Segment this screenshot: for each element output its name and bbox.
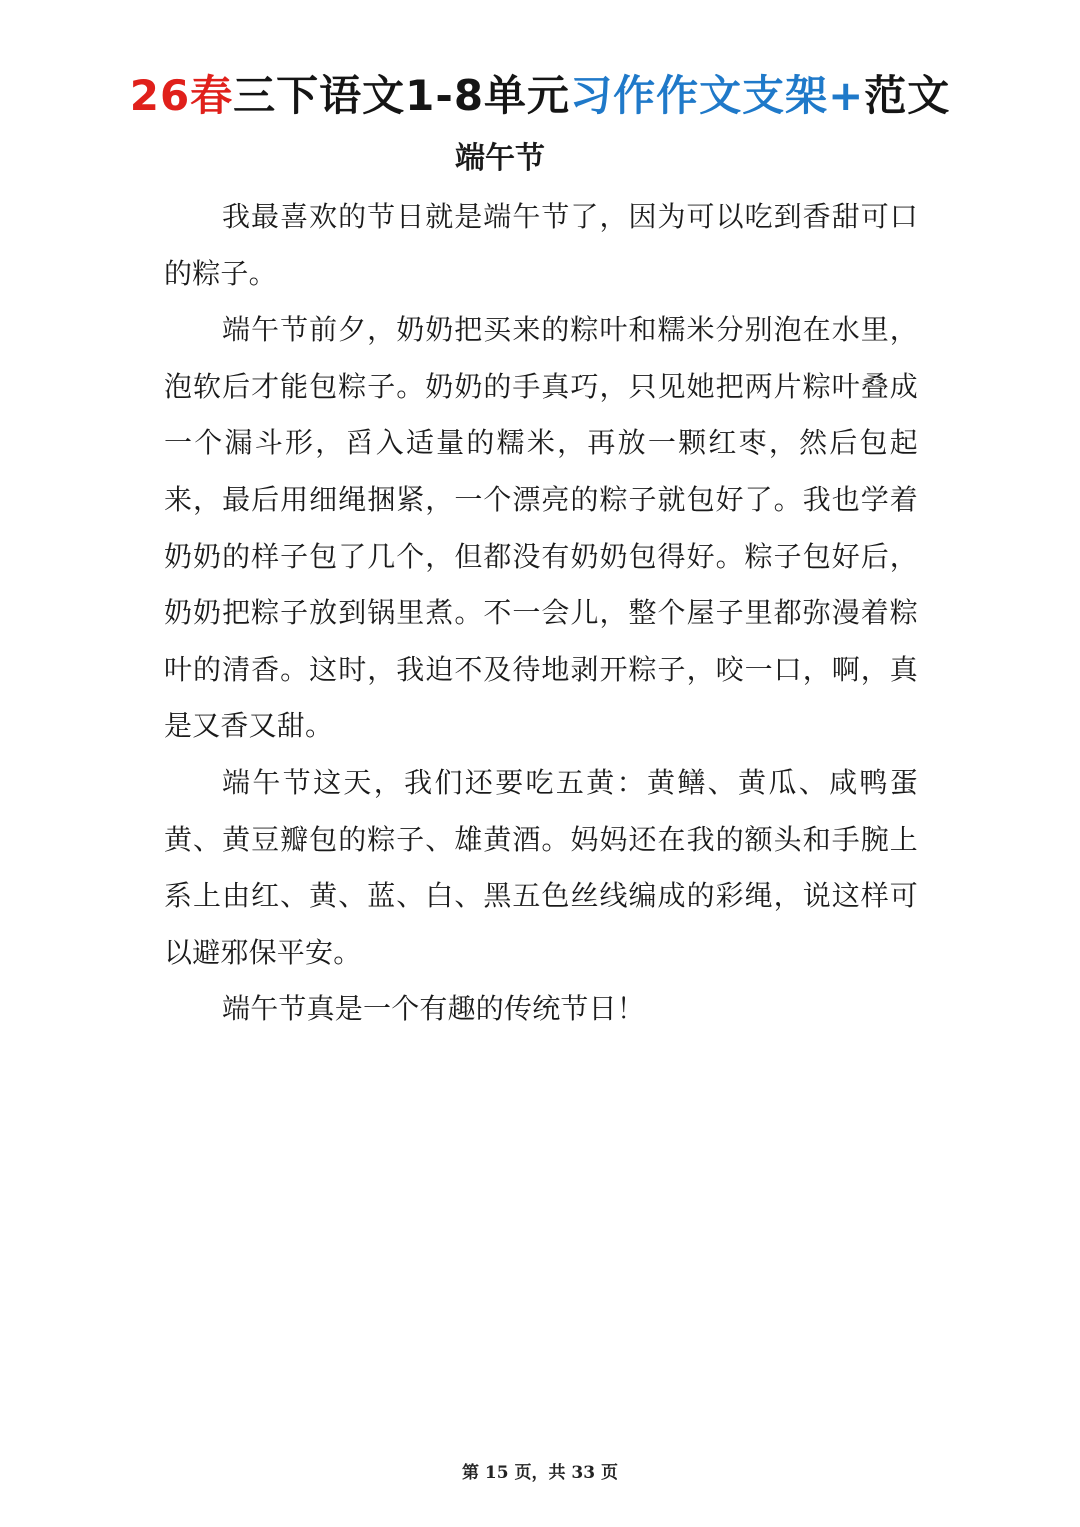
page-number: 第 15 页，共 33 页 bbox=[462, 1463, 618, 1483]
banner-scaffold-text: 习作作文支架+ bbox=[570, 71, 865, 120]
essay-paragraph-2: 端午节前夕，奶奶把买来的粽叶和糯米分别泡在水里，泡软后才能包粽子。奶奶的手真巧，只见她把两片粽叶叠成一个漏斗形，舀入适量的糯米，再放一颗红枣，然后包起来，最后用细绳捆紧，一个漂亮的粽子就包好了。我也学着奶奶的样子包了几个，但都没有奶奶包得好。粽子包好后，奶奶把粽子放到锅里煮。不一会儿，整个屋子里都弥漫着粽叶的清香。这时，我迫不及待地剥开粽子，咬一口，啊，真是又香又甜。 bbox=[164, 313, 918, 743]
banner-season-text: 26春 bbox=[129, 71, 234, 120]
essay-paragraph-3: 端午节这天，我们还要吃五黄：黄鳝、黄瓜、咸鸭蛋黄、黄豆瓣包的粽子、雄黄酒。妈妈还在我的额头和手腕上系上由红、黄、蓝、白、黑五色丝线编成的彩绳，说这样可以避邪保平安。 bbox=[164, 765, 918, 969]
banner-course-text: 三下语文1-8单元 bbox=[233, 71, 571, 120]
essay-body bbox=[164, 189, 918, 1038]
essay-title: 端午节 bbox=[455, 141, 545, 176]
essay-paragraph-1: 我最喜欢的节日就是端午节了，因为可以吃到香甜可口的粽子。 bbox=[164, 200, 918, 290]
banner-sample-text: 范文 bbox=[864, 71, 951, 120]
essay-paragraph-4: 端午节真是一个有趣的传统节日！ bbox=[222, 992, 646, 1026]
document-banner-title bbox=[0, 66, 1080, 126]
